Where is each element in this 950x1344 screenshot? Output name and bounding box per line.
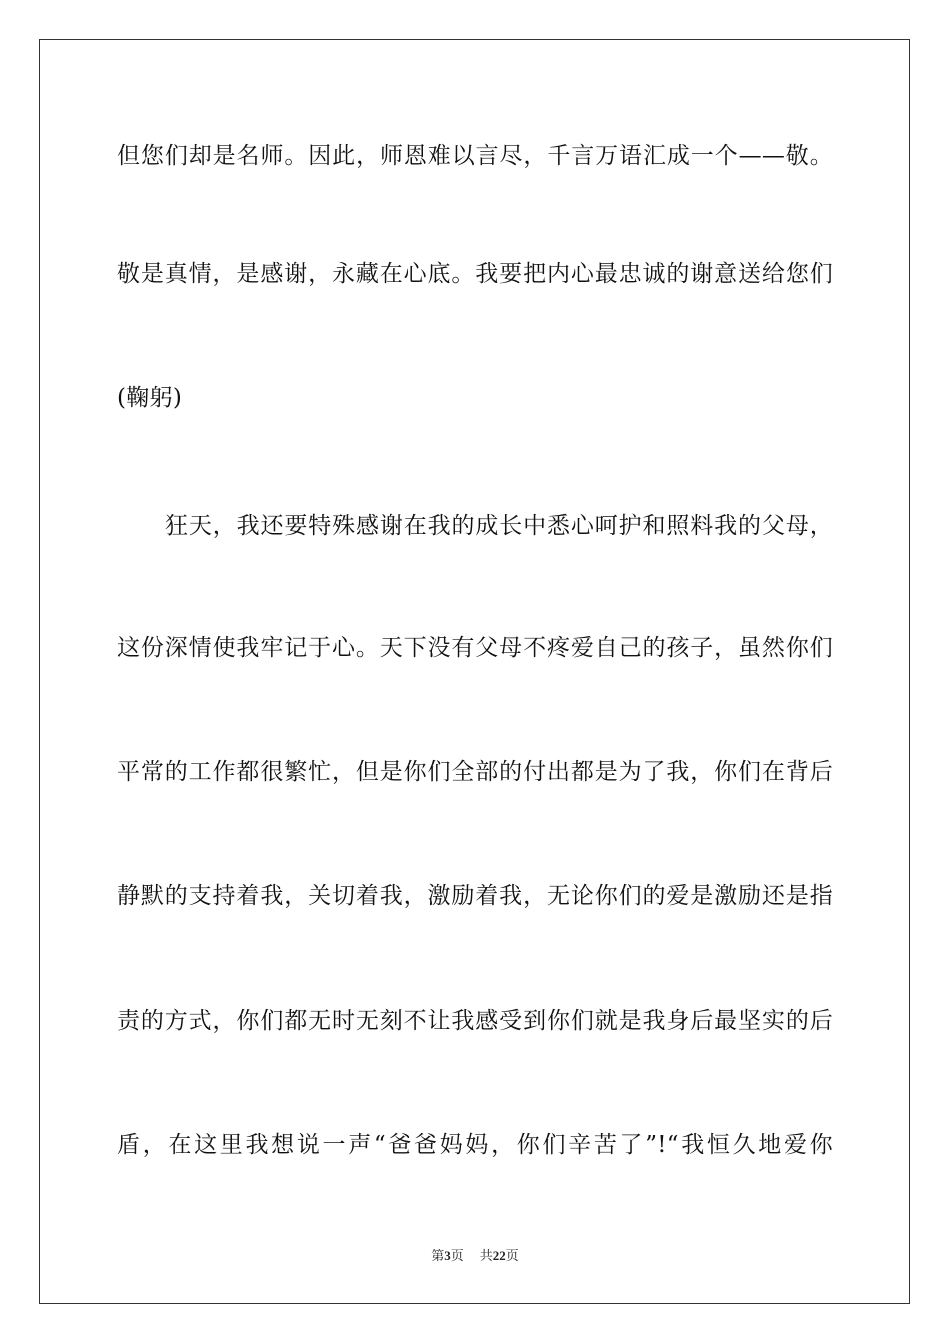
total-prefix: 共 xyxy=(479,1249,493,1264)
text-line-5: 这份深情使我牢记于心。天下没有父母不疼爱自己的孩子，虽然你们 xyxy=(117,635,833,661)
text-line-2: 敬是真情，是感谢，永藏在心底。我要把内心最忠诚的谢意送给您们 xyxy=(117,261,833,287)
text-line-7: 静默的支持着我，关切着我，激励着我，无论你们的爱是激励还是指 xyxy=(117,883,833,909)
text-line-8: 责的方式，你们都无时无刻不让我感受到你们就是我身后最坚实的后 xyxy=(117,1008,833,1034)
text-line-1: 但您们却是名师。因此，师恩难以言尽，千言万语汇成一个——敬。 xyxy=(117,143,833,169)
text-line-9: 盾，在这里我想说一声“爸爸妈妈，你们辛苦了”!“我恒久地爱你 xyxy=(117,1132,833,1158)
total-suffix: 页 xyxy=(505,1249,519,1264)
total-pages: 22 xyxy=(492,1248,506,1263)
page-border xyxy=(39,39,910,1304)
page-prefix: 第 xyxy=(431,1249,445,1264)
page-footer xyxy=(0,1247,950,1266)
text-line-6: 平常的工作都很繁忙，但是你们全部的付出都是为了我，你们在背后 xyxy=(117,759,833,785)
text-line-4: 狂天，我还要特殊感谢在我的成长中悉心呵护和照料我的父母， xyxy=(165,513,833,539)
page-suffix: 页 xyxy=(450,1249,464,1264)
page-number: 3 xyxy=(444,1248,451,1263)
text-line-3: (鞠躬) xyxy=(117,385,183,411)
